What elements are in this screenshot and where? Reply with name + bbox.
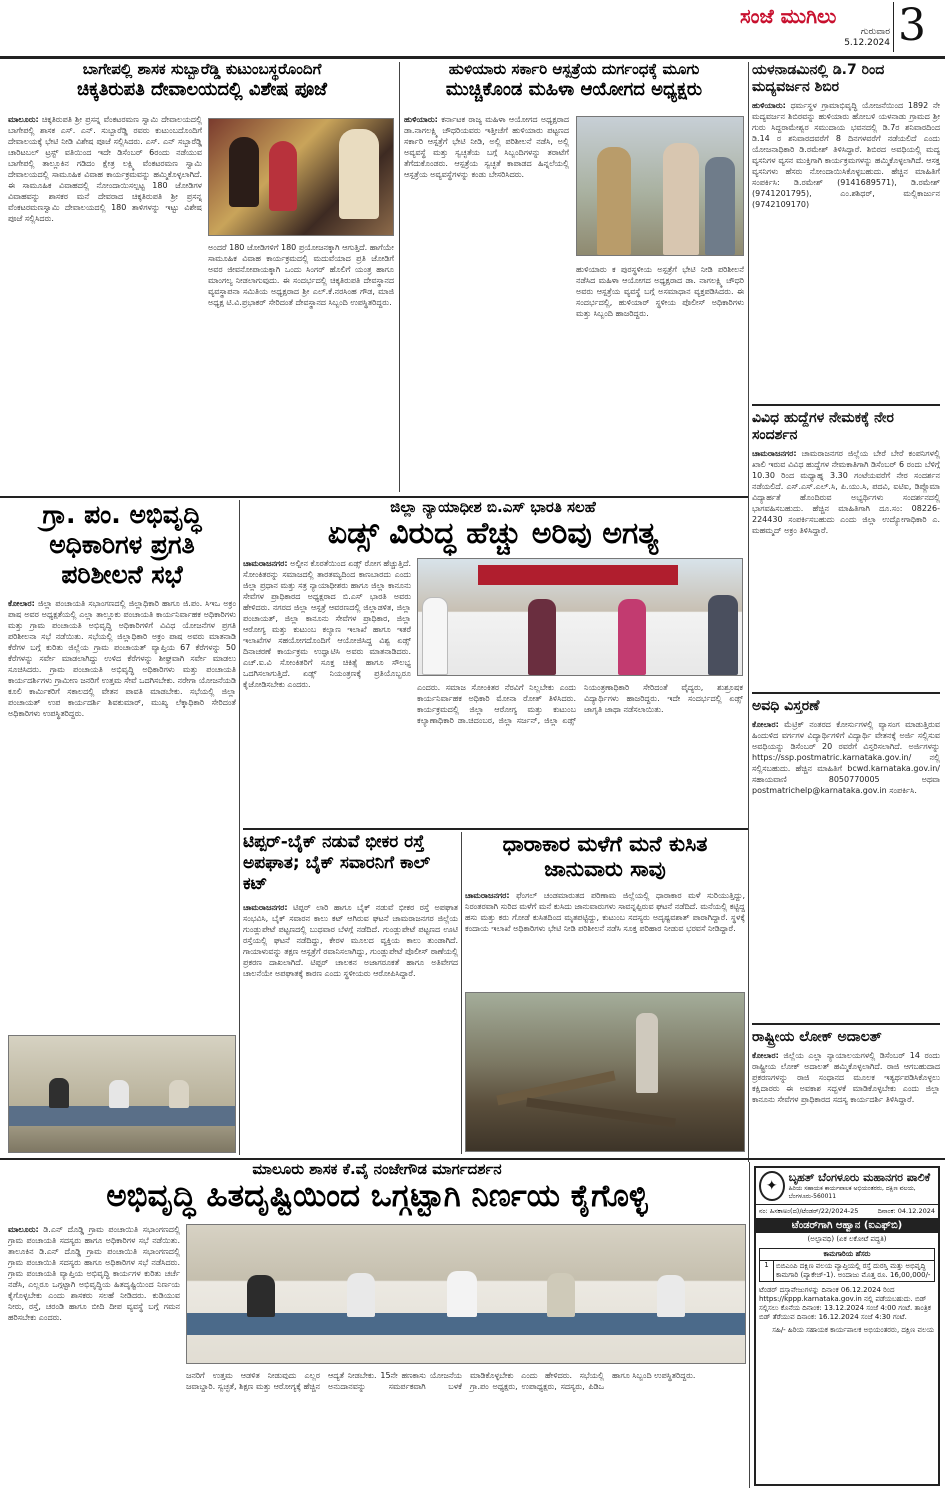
ad-title: ಟೆಂಡರ್‌ಗಾಗಿ ಆಹ್ವಾನ (ಐಎಫ್‌ಬಿ): [756, 1218, 938, 1233]
story-headline: ಟಿಪ್ಪರ್-ಬೈಕ್ ನಡುವೆ ಭೀಕರ ರಸ್ತೆ ಅಪಘಾತ; ಬೈಕ್ ಸವಾರನಿಗೆ ಕಾಲ್ ಕಟ್: [243, 832, 431, 894]
right-column: [752, 62, 940, 1162]
story-body: ಮಾಲೂರು: ಚಿಕ್ಕತಿರುಪತಿ ಶ್ರೀ ಪ್ರಸನ್ನ ವೆಂಕಟರಮಣ ಸ್ವಾಮಿ ದೇವಾಲಯದಲ್ಲಿ ಬಾಗೇಪಲ್ಲಿ ಶಾಸಕ ಎಸ್. ಎನ್. ಸುಬ್ಬಾರೆಡ್ಡಿ ರವರು ಕುಟುಂಬದೊಂದಿಗೆ ದೇವಾಲಯಕ್ಕೆ ಭೇಟಿ ನೀಡಿ ವಿಶೇಷ ಪೂಜೆ ಸಲ್ಲಿಸಿದರು. ಎಸ್. ಎನ್ ಸಬ್ಬಾರೆಡ್ಡಿ ಚಾರಿಟಬಲ್ ಟ್ರಸ್ಟ್ ವತಿಯಿಂದ ಇದೇ ಡಿಸೆಂಬರ್ 6ರಂದು ನಡೆಯುವ ಬಾಗೇಪಲ್ಲಿ ತಾಲ್ಲೂಕಿನ ಗಡಿದಂ ಕ್ಷೇತ್ರ ಲಕ್ಷ್ಮಿ ವೆಂಕಟರಮಣ ಸ್ವಾಮಿ ದೇವಾಲಯದಲ್ಲಿ ಸಾಮೂಹಿಕ ವಿವಾಹ ಕಾರ್ಯಕ್ರಮವನ್ನು ಹಮ್ಮಿಕೊಳ್ಳಲಾಗಿದೆ. ಈ ಸಾಮೂಹಿಕ ವಿವಾಹದಲ್ಲಿ ನೋಂದಾಯಿಸಲ್ಪಟ್ಟ 180 ಜೋಡಿಗಳ ವಿವಾಹವನ್ನು ಶಾಸಕರ ಮನೆ ದೇವರಾದ ಚಿಕ್ಕತಿರುಪತಿ ಶ್ರೀ ಪ್ರಸನ್ನ ವೆಂಕಟರಮಣಸ್ವಾಮಿ ದೇವಾಲಯದಲ್ಲಿ 180 ತಾಳಿಗಳನ್ನು ಇಟ್ಟು ವಿಶೇಷ ಪೂಜೆ ಸಲ್ಲಿಸಿದರು.: [8, 115, 202, 223]
bbmp-tender-advertisement: [754, 1166, 940, 1486]
story-malur-mla: [8, 1162, 746, 1488]
story-gp-review: [8, 500, 236, 1155]
story-body: ಹುಳಿಯಾರು: ಧರ್ಮಸ್ಥಳ ಗ್ರಾಮಾಭಿವೃದ್ಧಿ ಯೋಜನೆಯಿಂದ 1892 ನೇ ಮದ್ಯವರ್ಜನ ಶಿಬಿರವನ್ನು ಹುಳಿಯಾರು ಹೋಬಳಿ ಯಳನಾಡು ಗ್ರಾಮದ ಶ್ರೀ ಗುರು ಸಿದ್ದರಾಮೇಶ್ವರ ಸಮುದಾಯ ಭವನದಲ್ಲಿ ಡಿ.7ರ ಶನಿವಾರದಿಂದ ಡಿ.14 ರ ಶನಿವಾರದವರೆಗೆ 8 ದಿನಗಳವರೆಗೆ ನಡೆಯಲಿದೆ ಎಂದು ಯೋಜನಾಧಿಕಾರಿ ಡಿ.ರಮೇಶ್ ತಿಳಿಸಿದ್ದಾರೆ. ಶಿಬಿರದ ಅವಧಿಯಲ್ಲಿ ಮದ್ಯ ವ್ಯಸನಿಗಳ ವ್ಯಸನ ಮುಕ್ತಿಗಾಗಿ ಕಾರ್ಯಕ್ರಮಗಳನ್ನು ಹಮ್ಮಿಕೊಳ್ಳಲಾಗಿದೆ. ಆಸಕ್ತ ವ್ಯಸನಿಗಳು ಹೆಸರು ನೋಂದಾಯಿಸಿಕೊಳ್ಳಬಹುದು. ಹೆಚ್ಚಿನ ಮಾಹಿತಿಗೆ ಸಂಪರ್ಕಿಸಿ: ಡಿ.ರಮೇಶ್ (9141689571), ಡಿ.ರಮೇಶ್ (9741201795), ಎಂ.ಶಶಿಧರ್, ಮಲ್ಲಿಕಾರ್ಜುನ (9742109170): [752, 101, 940, 209]
story-dateline: ಹುಳಿಯಾರು:: [752, 101, 786, 110]
story-bagepalli: [8, 62, 396, 494]
masthead-day: ಗುರುವಾರ: [860, 27, 890, 37]
story-body: ಚಾಮರಾಜನಗರ: ಫೆಂಗಲ್ ಚಂಡಮಾರುತದ ಪರಿಣಾಮ ಜಿಲ್ಲೆಯಲ್ಲಿ ಧಾರಾಕಾರ ಮಳೆ ಸುರಿಯುತ್ತಿದ್ದು, ನಿರಂತರವಾಗಿ ಸುರಿದ ಮಳೆಗೆ ಮನೆ ಕುಸಿದು ಜಾನುವಾರುಗಳು ಸಾವನ್ನಪ್ಪಿರುವ ಘಟನೆ ನಡೆದಿದೆ. ಮನೆಯಲ್ಲಿ ಕಟ್ಟಿದ್ದ ಹಸು ಮತ್ತು ಕರು ಗೋಡೆ ಕುಸಿತದಿಂದ ಮೃತಪಟ್ಟಿದ್ದು, ಕುಟುಂಬ ಸದಸ್ಯರು ಅದೃಷ್ಟವಶಾತ್ ಪಾರಾಗಿದ್ದಾರೆ. ಸ್ಥಳಕ್ಕೆ ಕಂದಾಯ ಇಲಾಖೆ ಅಧಿಕಾರಿಗಳು ಭೇಟಿ ನೀಡಿ ಪರಿಶೀಲನೆ ನಡೆಸಿ ಸೂಕ್ತ ಪರಿಹಾರ ನೀಡುವ ಭರವಸೆ ನೀಡಿದ್ದಾರೆ.: [465, 891, 745, 933]
ad-ref-date: ದಿನಾಂಕ: 04.12.2024: [877, 1207, 935, 1215]
ad-table-header: ಕಾಮಗಾರಿಯ ಹೆಸರು: [760, 1249, 934, 1261]
commission-visit-photo: [576, 116, 744, 256]
story-body: ಮಾಲೂರು: ಡಿ.ಎನ್ ದೊಡ್ಡಿ ಗ್ರಾಮ ಪಂಚಾಯಿತಿ ಸಭಾಂಗಣದಲ್ಲಿ ಗ್ರಾಮ ಪಂಚಾಯತಿ ಸದಸ್ಯರು ಹಾಗೂ ಅಧಿಕಾರಿಗಳ ಸಭೆ ನಡೆಯಿತು. ತಾಲೂಕಿನ ಡಿ.ಎನ್ ದೊಡ್ಡಿ ಗ್ರಾಮ ಪಂಚಾಯಿತಿ ಸಭಾಂಗಣದಲ್ಲಿ ಗ್ರಾಮ ಪಂಚಾಯಿತಿ ಸದಸ್ಯರು ಹಾಗೂ ಅಧಿಕಾರಿಗಳ ಸಭೆ ನಡೆಸಿದರು. ಗ್ರಾಮ ಪಂಚಾಯತಿ ವ್ಯಾಪ್ತಿಯ ಅಭಿವೃದ್ಧಿ ಕಾರ್ಯಗಳ ಕುರಿತು ಚರ್ಚೆ ನಡೆಸಿ, ಎಲ್ಲರೂ ಒಗ್ಗಟ್ಟಾಗಿ ಅಭಿವೃದ್ಧಿಯ ಹಿತದೃಷ್ಟಿಯಿಂದ ನಿರ್ಣಯ ಕೈಗೊಳ್ಳಬೇಕು ಎಂದು ಶಾಸಕರು ಸಲಹೆ ನೀಡಿದರು. ಕುಡಿಯುವ ನೀರು, ರಸ್ತೆ, ಚರಂಡಿ ಹಾಗೂ ಬೀದಿ ದೀಪ ವ್ಯವಸ್ಥೆ ಬಗ್ಗೆ ಗಮನ ಹರಿಸಬೇಕು ಎಂದರು.: [8, 1225, 180, 1322]
story-body: ಚಾಮರಾಜನಗರ: ಚಾಮರಾಜನಗರ ಜಿಲ್ಲೆಯ ಬೇರೆ ಬೇರೆ ಕಂಪನಿಗಳಲ್ಲಿ ಖಾಲಿ ಇರುವ ವಿವಿಧ ಹುದ್ದೆಗಳ ನೇಮಕಾತಿಗಾಗಿ ಡಿಸೆಂಬರ್ 6 ರಂದು ಬೆಳಿಗ್ಗೆ 10.30 ರಿಂದ ಮಧ್ಯಾಹ್ನ 3.30 ಗಂಟೆಯವರೆಗೆ ನೇರ ಸಂದರ್ಶನ ನಡೆಯಲಿದೆ. ಎಸ್.ಎಸ್.ಎಲ್.ಸಿ, ಪಿ.ಯು.ಸಿ, ಪದವಿ, ಐಟಿಐ, ಡಿಪ್ಲೊಮಾ ವಿದ್ಯಾರ್ಹತೆ ಹೊಂದಿರುವ ಅಭ್ಯರ್ಥಿಗಳು ಸಂದರ್ಶನದಲ್ಲಿ ಭಾಗವಹಿಸಬಹುದು. ಹೆಚ್ಚಿನ ಮಾಹಿತಿಗಾಗಿ ದೂ.ಸಂ: 08226-224430 ಸಂಪರ್ಕಿಸಬಹುದು ಎಂದು ಜಿಲ್ಲಾ ಉದ್ಯೋಗಾಧಿಕಾರಿ ಎ. ಮಹಮ್ಮದ್ ಅಕ್ರಂ ತಿಳಿಸಿದ್ದಾರೆ.: [752, 449, 940, 535]
story-aids-awareness: [243, 500, 743, 825]
collapsed-house-photo: [465, 992, 745, 1152]
story-body: ಹುಳಿಯಾರು: ಕರ್ನಾಟಕ ರಾಜ್ಯ ಮಹಿಳಾ ಆಯೋಗದ ಅಧ್ಯಕ್ಷರಾದ ಡಾ.ನಾಗಲಕ್ಷ್ಮಿ ಚೌಧರಿಯವರು ಇತ್ತೀಚೆಗೆ ಹುಳಿಯಾರು ಪಟ್ಟಣದ ಸರ್ಕಾರಿ ಆಸ್ಪತ್ರೆಗೆ ಭೇಟಿ ನೀಡಿ, ಅಲ್ಲಿ ಪರಿಶೀಲನೆ ನಡೆಸಿ, ಅಲ್ಲಿ ಅವ್ಯವಸ್ಥೆ ಮತ್ತು ಸ್ವಚ್ಛತೆಯ ಬಗ್ಗೆ ಸಿಬ್ಬಂದಿಗಳನ್ನು ತರಾಟೆಗೆ ತೆಗೆದುಕೊಂಡರು. ಆಸ್ಪತ್ರೆಯ ಸ್ವಚ್ಛತೆ ಕಾಪಾಡದ ಹಿನ್ನಲೆಯಲ್ಲಿ ಆಸ್ಪತ್ರೆಯ ಅವ್ಯವಸ್ಥೆಗಳನ್ನು ಕಂಡು ಬೇಸರಿಸಿದರು.: [404, 115, 569, 179]
story-kicker: ಮಾಲೂರು ಶಾಸಕ ಕೆ.ವೈ ನಂಜೇಗೌಡ ಮಾರ್ಗದರ್ಶನ: [252, 1160, 502, 1178]
story-dateline: ಚಾಮರಾಜನಗರ:: [465, 891, 510, 900]
story-headline: ಅವಧಿ ವಿಸ್ತರಣೆ: [752, 698, 820, 714]
story-body-cont: ಅಂದರೆ 180 ಜೋಡಿಗಳಿಗೆ 180 ಪ್ರಯೋಜನಕ್ಕಾಗಿ ಆಗುತ್ತಿದೆ. ಹಾಗೆಯೇ ಸಾಮೂಹಿಕ ವಿವಾಹ ಕಾರ್ಯಕ್ರಮದಲ್ಲಿ ಮದುವೆಯಾದ ಪ್ರತಿ ಜೋಡಿಗೆ ಅವರ ಜೀವನೋಪಾಯಕ್ಕಾಗಿ ಒಂದು ಸಿಂಗರ್ ಹೊಲಿಗೆ ಯಂತ್ರ ಹಾಗೂ ಮಾಂಗಲ್ಯ ನೀಡಲಾಗುವುದು. ಈ ಸಂದರ್ಭದಲ್ಲಿ ಚಿಕ್ಕತಿರುಪತಿ ದೇವಸ್ಥಾನದ ವ್ಯವಸ್ಥಾಪನಾ ಸಮಿತಿಯ ಅಧ್ಯಕ್ಷರಾದ ಶ್ರೀ ಎಲ್.ಕೆ.ನರಸಿಂಹ ಗೌಡ, ಮಾಜಿ ಅಧ್ಯಕ್ಷ ಟಿ.ವಿ.ಪ್ರಭಾಕರ್ ಸೇರಿದಂತೆ ದೇವಸ್ಥಾನದ ಸಿಬ್ಬಂದಿ ಉಪಸ್ಥಿತರಿದ್ದರು.: [208, 243, 394, 307]
story-body: ಕೋಲಾರ: ಜಿಲ್ಲೆಯ ಎಲ್ಲಾ ನ್ಯಾಯಾಲಯಗಳಲ್ಲಿ ಡಿಸೆಂಬರ್ 14 ರಂದು ರಾಷ್ಟ್ರೀಯ ಲೋಕ್ ಅದಾಲತ್ ಹಮ್ಮಿಕೊಳ್ಳಲಾಗಿದೆ. ರಾಜಿ ಆಗಬಹುದಾದ ಪ್ರಕರಣಗಳನ್ನು ರಾಜಿ ಸಂಧಾನದ ಮೂಲಕ ಇತ್ಯರ್ಥಪಡಿಸಿಕೊಳ್ಳಲು ಕಕ್ಷಿದಾರರು ಈ ಅವಕಾಶ ಸದ್ಬಳಕೆ ಮಾಡಿಕೊಳ್ಳಬೇಕು ಎಂದು ಜಿಲ್ಲಾ ಕಾನೂನು ಸೇವೆಗಳ ಪ್ರಾಧಿಕಾರದ ಸದಸ್ಯ ಕಾರ್ಯದರ್ಶಿ ತಿಳಿಸಿದ್ದಾರೆ.: [752, 1051, 940, 1104]
ad-org-sub: ಹಿರಿಯ ಸಹಾಯಕ ಕಾರ್ಯಪಾಲಕ ಅಭಿಯಂತರರು, ದಕ್ಷಿಣ ವಲಯ, ಬೆಂಗಳೂರು-560011: [788, 1185, 916, 1200]
story-headline: ಧಾರಾಕಾರ ಮಳೆಗೆ ಮನೆ ಕುಸಿತ ಜಾನುವಾರು ಸಾವು: [502, 832, 708, 881]
story-dateline: ಚಾಮರಾಜನಗರ:: [752, 449, 797, 458]
story-kicker: ಹುಳಿಯಾರು ಸರ್ಕಾರಿ ಆಸ್ಪತ್ರೆಯ ದುರ್ಗಂಧಕ್ಕೆ ಮೂಗು: [448, 60, 700, 78]
story-body-cont: ಜನರಿಗೆ ಉತ್ತಮ ಆಡಳಿತ ನೀಡುವುದು ಎಲ್ಲರ ಜವಾಬ್ದಾರಿ. ಸ್ವಚ್ಛತೆ, ಶಿಕ್ಷಣ ಮತ್ತು ಆರೋಗ್ಯಕ್ಕೆ ಹೆಚ್ಚಿನ ಆದ್ಯತೆ ನೀಡಬೇಕು. 15ನೇ ಹಣಕಾಸು ಯೋಜನೆಯ ಅನುದಾನವನ್ನು ಸಮರ್ಪಕವಾಗಿ ಬಳಕೆ ಮಾಡಿಕೊಳ್ಳಬೇಕು ಎಂದು ಹೇಳಿದರು. ಸಭೆಯಲ್ಲಿ ಗ್ರಾ.ಪಂ ಅಧ್ಯಕ್ಷರು, ಉಪಾಧ್ಯಕ್ಷರು, ಸದಸ್ಯರು, ಪಿಡಿಒ ಹಾಗೂ ಸಿಬ್ಬಂದಿ ಉಪಸ್ಥಿತರಿದ್ದರು.: [186, 1371, 696, 1391]
story-kicker: ಬಾಗೇಪಲ್ಲಿ ಶಾಸಕ ಸುಬ್ಬಾರೆಡ್ಡಿ ಕುಟುಂಬಸ್ಥರೊಂದಿಗೆ: [82, 60, 322, 78]
story-tipper-accident: [243, 832, 458, 1154]
page-number: 3: [898, 0, 926, 51]
ad-ref: ನಂ: ಹಿಸಕಾಅಂ(ದ)/ಟೆಂಡರ್/22/2024-25: [759, 1207, 859, 1215]
brand-name: ಸಂಜೆ ಮುಗಿಲು: [740, 4, 837, 28]
story-body: ಕೋಲಾರ: ಮೆಟ್ರಿಕ್ ನಂತರದ ಕೋರ್ಸುಗಳಲ್ಲಿ ವ್ಯಾಸಂಗ ಮಾಡುತ್ತಿರುವ ಹಿಂದುಳಿದ ವರ್ಗಗಳ ವಿದ್ಯಾರ್ಥಿಗಳಿಗೆ ವಿದ್ಯಾರ್ಥಿ ವೇತನಕ್ಕೆ ಅರ್ಜಿ ಸಲ್ಲಿಸುವ ಅವಧಿಯನ್ನು ಡಿಸೆಂಬರ್ 20 ರವರೆಗೆ ವಿಸ್ತರಿಸಲಾಗಿದೆ. ಅರ್ಜಿಗಳನ್ನು https://ssp.postmatric.karnataka.gov.in/ ನಲ್ಲಿ ಸಲ್ಲಿಸಬಹುದು. ಹೆಚ್ಚಿನ ಮಾಹಿತಿಗೆ bcwd.karnataka.gov.in/ ಸಹಾಯವಾಣಿ 8050770005 ಅಥವಾ postmatrichelp@karnataka.gov.in ಸಂಪರ್ಕಿಸಿ.: [752, 720, 940, 795]
story-huliyar-hospital: [404, 62, 744, 494]
ad-signature: ಸಹಿ/- ಹಿರಿಯ ಸಹಾಯಕ ಕಾರ್ಯಪಾಲಕ ಅಭಿಯಂತರರು, ದಕ್ಷಿಣ ವಲಯ: [772, 1326, 934, 1334]
story-headline: ವಿವಿಧ ಹುದ್ದೆಗಳ ನೇಮಕಕ್ಕೆ ನೇರ ಸಂದರ್ಶನ: [752, 410, 894, 443]
story-headline: ಏಡ್ಸ್ ವಿರುದ್ಧ ಹೆಚ್ಚು ಅರಿವು ಅಗತ್ಯ: [327, 515, 659, 551]
story-dateline: ಕೋಲಾರ:: [752, 720, 779, 729]
panchayat-meeting-photo: [186, 1224, 746, 1364]
ad-row-number: 1: [760, 1261, 774, 1281]
story-dateline: ಕೋಲಾರ:: [752, 1051, 779, 1060]
story-headline: ರಾಷ್ಟ್ರೀಯ ಲೋಕ್ ಅದಾಲತ್: [752, 1029, 882, 1045]
story-headline: ಚಿಕ್ಕತಿರುಪತಿ ದೇವಾಲಯದಲ್ಲಿ ವಿಶೇಷ ಪೂಜೆ: [76, 78, 327, 100]
emblem-icon: ✦: [759, 1171, 785, 1201]
story-headline: ಗ್ರಾ. ಪಂ. ಅಭಿವೃದ್ಧಿ ಅಧಿಕಾರಿಗಳ ಪ್ರಗತಿ ಪರಿಶೀಲನೆ ಸಭೆ: [42, 500, 202, 589]
story-body: ಚಾಮರಾಜನಗರ: ಟಿಪ್ಪರ್ ಲಾರಿ ಹಾಗೂ ಬೈಕ್ ನಡುವೆ ಭೀಕರ ರಸ್ತೆ ಅಪಘಾತ ಸಂಭವಿಸಿ, ಬೈಕ್ ಸವಾರನ ಕಾಲು ಕಟ್ ಆಗಿರುವ ಘಟನೆ ಚಾಮರಾಜನಗರ ಜಿಲ್ಲೆಯ ಗುಂಡ್ಲುಪೇಟೆ ಪಟ್ಟಣದಲ್ಲಿ ಬುಧವಾರ ಬೆಳಗ್ಗೆ ನಡೆದಿದೆ. ಗುಂಡ್ಲುಪೇಟೆ ಪಟ್ಟಣದ ಊಟಿ ರಸ್ತೆಯಲ್ಲಿ ಘಟನೆ ನಡೆದಿದ್ದು, ಕೇರಳ ಮೂಲದ ವ್ಯಕ್ತಿಯ ಕಾಲು ತುಂಡಾಗಿದೆ. ಗಾಯಾಳುವನ್ನು ತಕ್ಷಣ ಆಸ್ಪತ್ರೆಗೆ ರವಾನಿಸಲಾಗಿದ್ದು, ಗುಂಡ್ಲುಪೇಟೆ ಪೊಲೀಸ್ ಠಾಣೆಯಲ್ಲಿ ಪ್ರಕರಣ ದಾಖಲಾಗಿದೆ. ಟಿಪ್ಪರ್ ಚಾಲಕನ ಅಜಾಗರೂಕತೆ ಹಾಗೂ ಅತಿವೇಗದ ಚಾಲನೆಯೇ ಅಪಘಾತಕ್ಕೆ ಕಾರಣ ಎಂದು ಸ್ಥಳೀಯರು ಆರೋಪಿಸಿದ್ದಾರೆ.: [243, 903, 458, 978]
story-headline: ಮುಚ್ಚಿಕೊಂಡ ಮಹಿಳಾ ಆಯೋಗದ ಅಧ್ಯಕ್ಷರು: [445, 78, 703, 100]
ad-subtitle: (ಅಲ್ಪಾವಧಿ) (ಏಕ ಲಕೋಟೆ ಪದ್ಧತಿ): [807, 1235, 887, 1243]
story-headline: ಯಳನಾಡಮಿನಲ್ಲಿ ಡಿ.7 ರಿಂದ ಮದ್ಯವರ್ಜನ ಶಿಬಿರ: [752, 62, 885, 95]
aids-day-event-photo: [417, 558, 743, 676]
story-body-cont: ಎಂದರು. ಸಮಾಜ ಸೋಂಕಿತರ ನೆರವಿಗೆ ನಿಲ್ಲಬೇಕು ಎಂದು ಕಾರ್ಯನಿರ್ವಾಹಕ ಅಧಿಕಾರಿ ಮೋನಾ ರೋತ್ ತಿಳಿಸಿದರು. ಕಾರ್ಯಕ್ರಮದಲ್ಲಿ ಜಿಲ್ಲಾ ಆರೋಗ್ಯ ಮತ್ತು ಕುಟುಂಬ ಕಲ್ಯಾಣಾಧಿಕಾರಿ ಡಾ.ಚಿದಂಬರ, ಜಿಲ್ಲಾ ಸರ್ಜನ್, ಜಿಲ್ಲಾ ಏಡ್ಸ್ ನಿಯಂತ್ರಣಾಧಿಕಾರಿ ಸೇರಿದಂತೆ ವೈದ್ಯರು, ಶುಶ್ರೂಷಕ ವಿದ್ಯಾರ್ಥಿಗಳು ಹಾಜರಿದ್ದರು. ಇದೇ ಸಂದರ್ಭದಲ್ಲಿ ಏಡ್ಸ್ ಜಾಗೃತಿ ಜಾಥಾ ನಡೆಸಲಾಯಿತು.: [417, 683, 743, 725]
masthead-date: 5.12.2024: [844, 38, 890, 48]
story-dateline: ಮಾಲೂರು:: [8, 115, 39, 124]
temple-puja-photo: [208, 118, 394, 236]
story-body-cont: ಹುಳಿಯಾರು ಕ ಪುರಸ್ಥಳೀಯ ಅಸ್ಪತ್ರೆಗೆ ಭೇಟಿ ನೀಡಿ ಪರಿಶೀಲನೆ ನಡೆಸಿದ ಮಹಿಳಾ ಆಯೋಗದ ಅಧ್ಯಕ್ಷರಾದ ಡಾ. ನಾಗಲಕ್ಷ್ಮಿ ಚೌಧರಿ ಅವರು ಆಸ್ಪತ್ರೆಯ ವ್ಯವಸ್ಥೆ ಬಗ್ಗೆ ಅಸಮಾಧಾನ ವ್ಯಕ್ತಪಡಿಸಿದರು. ಈ ಸಂದರ್ಭದಲ್ಲಿ, ಹುಳಿಯಾರ್ ಸ್ಥಳೀಯ ಪೊಲೀಸ್ ಅಧಿಕಾರಿಗಳು ಮತ್ತು ಸಿಬ್ಬಂದಿ ಹಾಜರಿದ್ದರು.: [576, 265, 744, 318]
story-rain-house-collapse: [465, 832, 745, 1154]
story-dateline: ಚಾಮರಾಜನಗರ:: [243, 559, 288, 568]
story-dateline: ಹುಳಿಯಾರು:: [404, 115, 438, 124]
ad-row-text: ಬಿಬಿಎಂಪಿ ದಕ್ಷಿಣ ವಲಯ ವ್ಯಾಪ್ತಿಯಲ್ಲಿ ರಸ್ತೆ ದುರಸ್ತಿ ಮತ್ತು ಅಭಿವೃದ್ಧಿ ಕಾಮಗಾರಿ (ಪ್ಯಾಕೇಜ್-1). ಅಂದಾಜು ಮೊತ್ತ ರೂ. 16,00,000/-: [776, 1262, 931, 1279]
story-dateline: ಮಾಲೂರು:: [8, 1225, 39, 1234]
meeting-photo: [8, 1035, 236, 1153]
ad-footer: ಟೆಂಡರ್ ದಸ್ತಾವೇಜುಗಳನ್ನು ದಿನಾಂಕ 06.12.2024 ರಿಂದ https://kppp.karnataka.gov.in ನಲ್ಲಿ ಪಡೆಯಬಹುದು. ಬಿಡ್ ಸಲ್ಲಿಸಲು ಕೊನೆಯ ದಿನಾಂಕ: 13.12.2024 ಸಂಜೆ 4:00 ಗಂಟೆ. ತಾಂತ್ರಿಕ ಬಿಡ್ ತೆರೆಯುವ ದಿನಾಂಕ: 16.12.2024 ಸಂಜೆ 4:30 ಗಂಟೆ.: [759, 1286, 931, 1321]
ad-org-name: ಬೃಹತ್ ಬೆಂಗಳೂರು ಮಹಾನಗರ ಪಾಲಿಕೆ: [788, 1171, 931, 1184]
story-kicker: ಜಿಲ್ಲಾ ನ್ಯಾಯಾಧೀಶ ಬಿ.ಎಸ್ ಭಾರತಿ ಸಲಹೆ: [390, 498, 596, 516]
story-dateline: ಕೋಲಾರ:: [8, 599, 35, 608]
story-body: ಚಾಮರಾಜನಗರ: ಅಲ್ಪೀನ ಕೊರತೆಯಿಂದ ಏಡ್ಸ್ ರೋಗ ಹೆಚ್ಚುತ್ತಿದೆ. ಸೋಂಕಿತರನ್ನು ಸಮಾಜದಲ್ಲಿ ತಾರತಮ್ಯದಿಂದ ಕಾಣಬಾರದು ಎಂದು ಜಿಲ್ಲಾ ಪ್ರಧಾನ ಮತ್ತು ಸತ್ರ ನ್ಯಾಯಾಧೀಶರು ಹಾಗೂ ಜಿಲ್ಲಾ ಕಾನೂನು ಸೇವೆಗಳ ಪ್ರಾಧಿಕಾರದ ಅಧ್ಯಕ್ಷರಾದ ಬಿ.ಎಸ್ ಭಾರತಿ ಅವರು ಹೇಳಿದರು. ನಗರದ ಜಿಲ್ಲಾ ಆಸ್ಪತ್ರೆ ಆವರಣದಲ್ಲಿ ಜಿಲ್ಲಾಡಳಿತ, ಜಿಲ್ಲಾ ಪಂಚಾಯತ್, ಜಿಲ್ಲಾ ಕಾನೂನು ಸೇವೆಗಳ ಪ್ರಾಧಿಕಾರ, ಜಿಲ್ಲಾ ಆರೋಗ್ಯ ಮತ್ತು ಕುಟುಂಬ ಕಲ್ಯಾಣ ಇಲಾಖೆ ಹಾಗೂ ಇತರೆ ಇಲಾಖೆಗಳ ಸಹಯೋಗದೊಂದಿಗೆ ಆಯೋಜಿಸಿದ್ದ ವಿಶ್ವ ಏಡ್ಸ್ ದಿನಾಚರಣೆ ಕಾರ್ಯಕ್ರಮ ಉದ್ಘಾಟಿಸಿ ಅವರು ಮಾತನಾಡಿದರು. ಎಚ್.ಐ.ವಿ ಸೋಂಕಿತರಿಗೆ ಸೂಕ್ತ ಚಿಕಿತ್ಸೆ ಹಾಗೂ ಸೌಲಭ್ಯ ಒದಗಿಸಲಾಗುತ್ತಿದೆ. ಏಡ್ಸ್ ನಿಯಂತ್ರಣಕ್ಕೆ ಪ್ರತಿಯೊಬ್ಬರೂ ಕೈಜೋಡಿಸಬೇಕು ಎಂದರು.: [243, 559, 411, 689]
story-dateline: ಚಾಮರಾಜನಗರ:: [243, 903, 288, 912]
story-body: ಕೋಲಾರ: ಜಿಲ್ಲಾ ಪಂಚಾಯತಿ ಸಭಾಂಗಣದಲ್ಲಿ ಜಿಲ್ಲಾಧಿಕಾರಿ ಹಾಗೂ ಜಿ.ಪಂ. ಸಿಇಒ ಅಕ್ರಂ ಪಾಷ ಅವರ ಅಧ್ಯಕ್ಷತೆಯಲ್ಲಿ ಎಲ್ಲಾ ತಾಲ್ಲೂಕು ಪಂಚಾಯತಿ ಕಾರ್ಯನಿರ್ವಾಹಕ ಅಧಿಕಾರಿಗಳು ಮತ್ತು ಗ್ರಾಮ ಪಂಚಾಯತಿ ಅಭಿವೃದ್ಧಿ ಅಧಿಕಾರಿಗಳಿಗೆ ವಿವಿಧ ಯೋಜನೆಗಳ ಪ್ರಗತಿ ಪರಿಶೀಲನಾ ಸಭೆ ನಡೆಯಿತು. ಸಭೆಯಲ್ಲಿ ಜಿಲ್ಲಾಧಿಕಾರಿ ಅಕ್ರಂ ಪಾಷ ಅವರು ಮಾತನಾಡಿ ಕೆರೆಗಳ ಬಗ್ಗೆ ಕುರಿತು ಜಿಲ್ಲೆಯ ಗ್ರಾಮ ಪಂಚಾಯತ್ ವ್ಯಾಪ್ತಿಯ 67 ಕೆರೆಗಳನ್ನು 50 ಕೆರೆಗಳನ್ನು ಸರ್ವೇ ಮಾಡಲಾಗಿದ್ದು ಉಳಿದ ಕೆರೆಗಳನ್ನು ಶೀಘ್ರವಾಗಿ ಸರ್ವೇ ಮಾಡಲು ಸೂಚಿಸಿದರು. ಗ್ರಾಮ ಪಂಚಾಯತಿ ಅಭಿವೃದ್ಧಿ ಅಧಿಕಾರಿಗಳು ಮತ್ತು ಪಂಚಾಯತಿ ಕಾರ್ಯದರ್ಶಿಗಳು ಗ್ರಾಮೀಣ ಜನರಿಗೆ ಉತ್ತಮ ಸೇವೆ ಒದಗಿಸಬೇಕು. ನರೇಗಾ ಯೋಜನೆಯಡಿ ಕೂಲಿ ಕಾರ್ಮಿಕರಿಗೆ ಸಕಾಲದಲ್ಲಿ ವೇತನ ಪಾವತಿ ಮಾಡಬೇಕು. ಸಭೆಯಲ್ಲಿ ಜಿಲ್ಲಾ ಪಂಚಾಯತ್ ಉಪ ಕಾರ್ಯದರ್ಶಿ ಶಿವಕುಮಾರ್, ಮುಖ್ಯ ಲೆಕ್ಕಾಧಿಕಾರಿ ಸೇರಿದಂತೆ ಅಧಿಕಾರಿಗಳು ಉಪಸ್ಥಿತರಿದ್ದರು.: [8, 599, 236, 718]
story-headline: ಅಭಿವೃದ್ಧಿ ಹಿತದೃಷ್ಟಿಯಿಂದ ಒಗ್ಗಟ್ಟಾಗಿ ನಿರ್ಣಯ ಕೈಗೊಳ್ಳಿ: [106, 1177, 648, 1214]
